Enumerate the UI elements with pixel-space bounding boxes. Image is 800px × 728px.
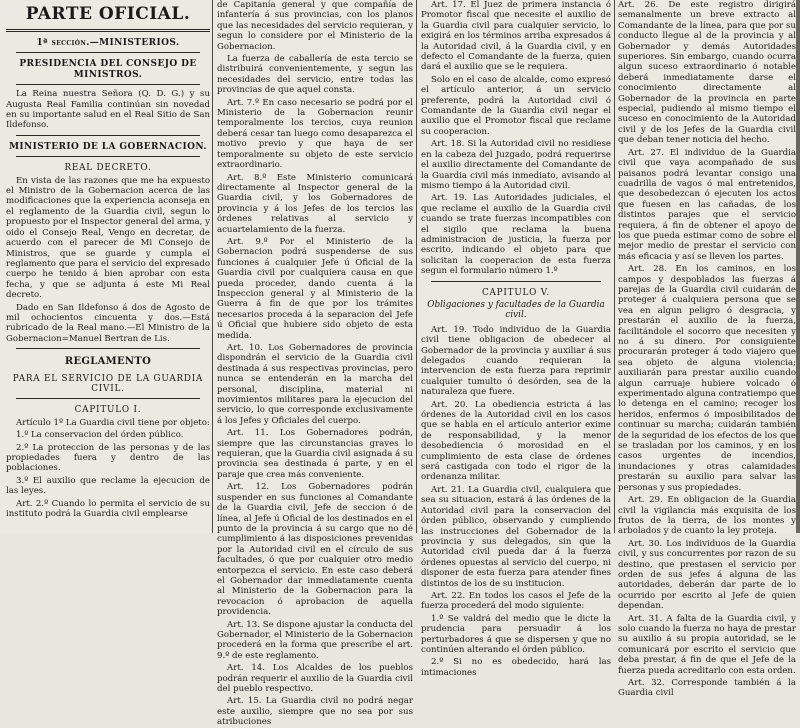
paragraph: Art. 19. Todo individuo de la Guardia civil tiene obligacion de obedecer al Gobernador de la provincia y auxiliar á sus delegados cuando requieran la intervencion de esta fuerza para reprimir cualquier tumulto ó desórden, sea de la naturaleza que fuere. [421, 324, 611, 398]
article-1-item: 1.º La conservacion del órden público. [16, 430, 184, 441]
article-1-item: 2.º La proteccion de las personas y de las propiedades fuera y dentro de las poblaciones. [6, 442, 210, 474]
divider [431, 281, 601, 282]
column-1 [6, 0, 210, 533]
article-1: Artículo 1º La Guardia civil tiene por objeto: [16, 417, 210, 428]
article-2: Art. 2.º Cuando lo permita el servicio de su instituto podrá la Guardia civil emplearse [6, 498, 210, 520]
paragraph: La fuerza de caballería de esta tercio se distribuirá convenientemente, y segun las necesidades del servicio, entre todas las provincias de que aquel consta. [217, 54, 413, 96]
divider [16, 52, 200, 53]
column-4 [618, 0, 796, 699]
column-rule [416, 0, 417, 533]
paragraph: Art. 22. En todos los casos el Jefe de la fuerza procederá del modo siguiente: [421, 590, 611, 612]
reglamento-title: REGLAMENTO [64, 356, 152, 368]
divider [16, 348, 200, 349]
paragraph: Art. 11. Los Gobernadores podrán, siempre que las circunstancias graves lo requieran, que la Guardia civil asignada á su provincia sea destinada á parte, y en el paraje que crea más conveniente. [217, 428, 413, 480]
paragraph: Art. 18. Si la Autoridad civil no residiese en la cabeza del Juzgado, podrá requerirse el auxilio directamente del Comandante de la Guardia civil más inmediato, avisando al mismo tiempo á la Autoridad civil. [421, 139, 611, 191]
header-rule [6, 29, 210, 32]
presidencia-text: La Reina nuestra Señora (Q. D. G.) y su Augusta Real Familia continúan sin novedad en su importante salud en el Real Sitio de San Ildefonso. [6, 89, 210, 131]
paragraph: Art. 20. La obediencia estricta á las órdenes de la Autoridad civil en los casos que se habla en el artículo anterior exime de responsabilidad, y la menor desobediencia ó morosidad en el cumplimiento de esta clase de órdenes será castigada con todo el rigor de la ordenanza militar. [421, 399, 611, 483]
paragraph: Art. 15. La Guardia civil no podrá negar este auxilio, siempre que no sea por sus atribuciones [217, 696, 413, 728]
paragraph: Art. 10. Los Gobernadores de provincia dispondrán el servicio de la Guardia civil destinada á sus respectivas provincias, pero nunca se entenderán en la marcha del personal, disciplina, material ni movimientos militares para la ejecucion del servicio, lo que corresponde exclusivamente á los Jefes y Oficiales del cuerpo. [217, 343, 413, 426]
paragraph: Art. 17. El Juez de primera instancia ó Promotor fiscal que necesite el auxilio de la Guardia civil para cualquier servicio, lo exigirá en los términos arriba expresados á la Autoridad civil, á la Guardia civil, y en defecto el Comandante de la fuerza, quien dará el auxilio que se le requiera. [421, 0, 611, 73]
column-rule [212, 0, 213, 533]
paragraph: Art. 12. Los Gobernadores podrán suspender en sus funciones al Comandante de la Guardia civil, Jefe de seccion ó de línea, al Jefe ú Oficial de los destinados en el punto de la provincia á su cargo que no dé cumplimiento á las disposiciones prevenidas por la Autoridad civil en el círculo de sus facultades, ó que por cualquier otro medio entorpezca el servicio. En este caso deberá el Gobernador dar inmediatamente cuenta al Ministerio de la Gobernacion para la revocacion ó aprobacion de aquella providencia. [217, 482, 413, 618]
paragraph: Art. 21. La Guardia civil, cualquiera que sea su situacion, estará á las órdenes de la Autoridad civil para la conservacion del órden público, observando y cumpliendo las instrucciones del Gobernador de la provincia y sus delegados, sin que la Autoridad civil pueda dar á la fuerza órdenes opuestas al servicio del cuerpo, ni disponer de esta fuerza para atender fines distintos de los de su institucion. [421, 484, 611, 589]
parte-oficial-header: PARTE OFICIAL. [25, 4, 191, 24]
paragraph: Art. 26. De este registro dirigirá semanalmente un breve extracto al Comandante de la línea, para que por su conducto llegue al de la provincia y al Gobernador y demás Autoridades superiores. Sin embargo, cuando ocurra algun suceso extraordinario ó notable deberá inmediatamente darse el conocimiento directamente al Gobernador de la provincia en parte especial, pudiendo al mismo tiempo el suceso en conocimiento de la Autoridad civil y de los Jefes de la Guardia civil que deban tener noticia del hecho. [618, 0, 796, 146]
divider [16, 135, 200, 136]
column-3 [421, 0, 611, 678]
column-2 [217, 0, 413, 728]
capitulo-v-title: CAPITULO V. [481, 287, 551, 298]
paragraph: Art. 30. Los individuos de la Guardia civil, y sus concurrentes por razon de su destino, que prestasen el servicio por orden de sus jefes á alguna de las autoridades, deberán dar parte de lo ocurrido por escrito al Jefe de quien dependan. [618, 538, 796, 612]
paragraph: Art. 27. El individuo de la Guardia civil que vaya acompañado de sus paisanos podrá levantar consigo una cuadrilla de vagos ó mal entretenidos, que desobedezcan ó ejecuten los actos que fuesen en las cañadas, de los distintos parajes que el servicio requiera, á fin de obtener el apoyo de los que pueda estimar como de sobre el mejor medio de prestar el servicio con más eficacia y así se lleven los partes. [618, 147, 796, 262]
paragraph: 2.º Si no es obedecido, hará las intimaciones [421, 657, 611, 678]
divider [16, 84, 200, 85]
capitulo-title: CAPITULO I. [74, 405, 142, 416]
paragraph: 1.º Se valdrá del medio que le dicte la prudencia para persuadir á los perturbadores á que se dispersen y que no continúen alterando el órden público. [421, 613, 611, 655]
paragraph: Art. 9.º Por el Ministerio de la Gobernacion podrá suspenderse de sus funciones á cualquier Jefe ú Oficial de la Guardia civil por cualquiera causa en que pueda proceder, dando cuenta á la Inspeccion general y al Ministerio de la Guerra á fin de que por los trámites necesarios proceda á la separacion del Jefe ú Oficial que hubiere sido objeto de esta medida. [217, 236, 413, 341]
decreto-signature: Dado en San Ildefonso á dos de Agosto de mil ochocientos cincuenta y dos.—Está rubricado de la Real mano.—El Ministro de la Gobernacion=Manuel Bertran de Lis. [6, 302, 210, 344]
paragraph: de Capitanía general y que compañía de infantería á sus provincias, con los planos que las necesidades del servicio requieran, y segun lo considere por el Ministerio de la Gobernacion. [217, 0, 413, 52]
capitulo-v-subtitle: Obligaciones y facultades de la Guardia civil. [427, 299, 605, 321]
paragraph: Art. 29. En obligacion de la Guardia civil la vigilancia más exquisita de los frutos de la tierra, de los montes y arbolados y de cuanto la ley proteja. [618, 495, 796, 537]
paragraph: Art. 32. Corresponde también á la Guardia civil [618, 678, 796, 699]
paragraph: Art. 8.º Este Ministerio comunicará directamente al Inspector general de la Guardia civil, y los Gobernadores de provincia y á los Jefes de los tercios las órdenes relativas al servicio y acuartelamiento de la fuerza. [217, 172, 413, 235]
paragraph: Solo en el caso de alcalde, como expresó el artículo anterior, á un servicio preferente, podrá la Autoridad civil ó Comandante de la Guardia civil negar el auxilio que el Promotor fiscal que reclame su cooperacion. [421, 74, 611, 137]
divider [16, 398, 200, 399]
decreto-paragraph: En vista de las razones que me ha expuesto el Ministro de la Gobernacion acerca de las modificaciones que la experiencia aconseja en el reglamento de la Guardia civil, segun lo propuesto por el Inspector general del arma, y oido el Consejo Real, Vengo en decretar, de acuerdo con el parecer de Mi Consejo de Ministros, que se guarde y cumpla el reglamento que para el servicio del expresado cuerpo he tenido á bien aprobar con esta fecha, y que se adjunta á este Mi Real decreto. [6, 175, 210, 301]
paragraph: Art. 7.º En caso necesario se podrá por el Ministerio de la Gobernacion reunir temporalmente los tercios, cuya reunion deberá cesar tan luego como desaparezca el motivo previo y que haya de ser temporalmente su objeto de este servicio extraordinario. [217, 97, 413, 171]
paragraph: Art. 31. A falta de la Guardia civil, y solo cuando la fuerza no haya de prestar su auxilio á su propia autoridad, se le comunicará por escrito el servicio que deba prestar, á fin de que el Jefe de la fuerza pueda acreditarlo con esta orden. [618, 613, 796, 676]
reglamento-subtitle: PARA EL SERVICIO DE LA GUARDIA CIVIL. [12, 373, 204, 394]
column-rule [614, 0, 615, 533]
section-title: 1ª sección.—MINISTERIOS. [36, 38, 180, 48]
paragraph: Art. 13. Se dispone ajustar la conducta del Gobernador, el Ministerio de la Gobernacion procederá en la forma que prescribe el art. 9.º de este reglamento. [217, 619, 413, 661]
divider [16, 156, 200, 157]
paragraph: Art. 14. Los Alcaldes de los pueblos podrán requerir el auxilio de la Guardia civil del pueblo respectivo. [217, 663, 413, 694]
presidencia-title: PRESIDENCIA DEL CONSEJO DE MINISTROS. [19, 59, 197, 80]
paragraph: Art. 19. Las Autoridades judiciales, el que reclame el auxilio de la Guardia civil cuando se trate fuerzas incompatibles con el sigilo que reclama la buena administracion de justicia, la fuerza por escrito, indicando el objeto para que solicitan la cooperacion de esta fuerza segun el formulario número 1.º [421, 193, 611, 277]
paragraph: Art. 28. En los caminos, en los campos y despoblados las fuerzas á parejas de la Guardia civil cuidarán de proteger á cualquiera persona que se vea en algun peligro ó desgracia, y prestarán el auxilio de la fuerza, facilitándole el socorro que necesiten y no á su dinero. Por consiguiente procurarán proteger á todo viajero que sea objeto de alguna violencia; auxiliarán para prestar auxilio cuando algun carruaje hubiere volcado ó experimentado alguna contratiempo que lo detenga en el camino; recoger los heridos, enfermos ó imposibilitados de continuar su marcha; cuidarán también de la seguridad de los efectos de los que se trasladan por los caminos, y en los casos urgentes de incendios, inundaciones y otras calamidades prestarán su auxilio para salvar las personas y sus propiedades. [618, 264, 796, 493]
ministerio-title: MINISTERIO DE LA GOBERNACION. [9, 141, 207, 152]
page-edge [796, 0, 800, 533]
article-1-item: 3.º El auxilio que reclame la ejecucion de las leyes. [6, 475, 210, 497]
decreto-title: REAL DECRETO. [64, 163, 152, 174]
